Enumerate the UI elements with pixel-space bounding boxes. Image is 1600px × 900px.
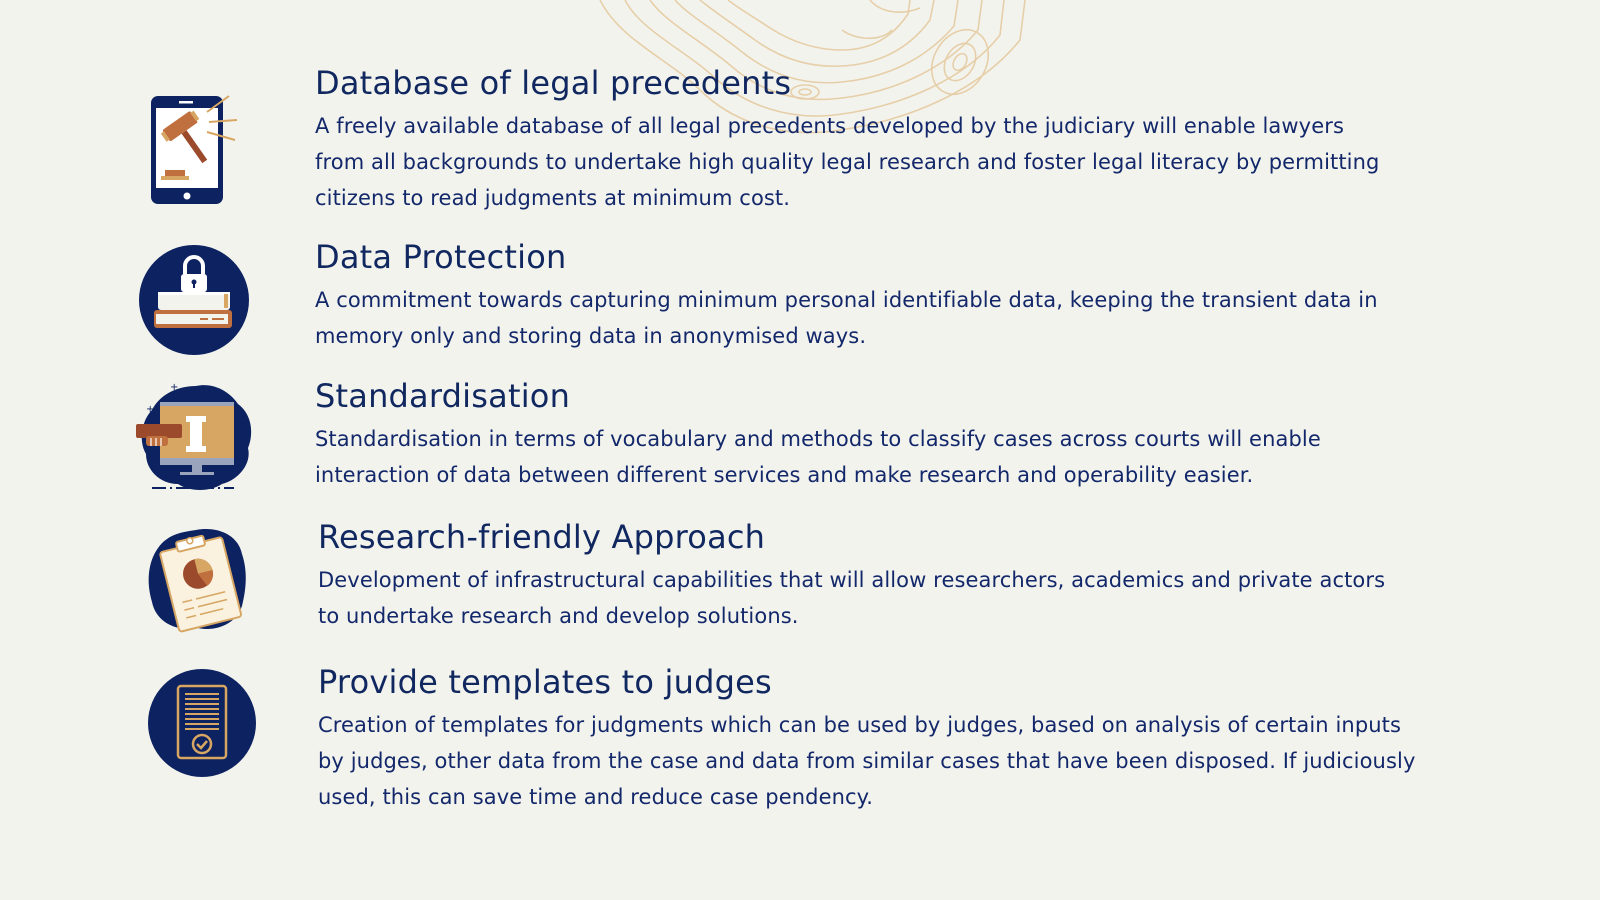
document-check-icon xyxy=(147,668,257,778)
lock-books-icon xyxy=(138,244,250,356)
item-description: A commitment towards capturing minimum personal identifiable data, keeping the transient data in memory only and storing data in anonymised ways. xyxy=(315,288,1378,348)
svg-text:+: + xyxy=(170,382,179,393)
item-description: Development of infrastructural capabilities that will allow researchers, academics and private actors to undertake research and develop solutions. xyxy=(318,568,1386,628)
item-title: Database of legal precedents xyxy=(315,64,792,102)
monitor-gavel-icon xyxy=(134,380,254,495)
item-title: Provide templates to judges xyxy=(318,663,772,701)
item-title: Data Protection xyxy=(315,238,567,276)
item-description: Standardisation in terms of vocabulary and methods to classify cases across courts will enable interaction of data between different services and make research and operability easier. xyxy=(315,427,1321,487)
item-description: Creation of templates for judgments which can be used by judges, based on analysis of certain inputs by judges, other data from the case and data from similar cases that have been disposed. If judiciously used, this can save time and reduce case pendency. xyxy=(318,713,1416,809)
item-title: Research-friendly Approach xyxy=(318,518,766,556)
clipboard-chart-icon xyxy=(146,526,250,634)
phone-gavel-icon xyxy=(145,90,245,210)
svg-text:+: + xyxy=(146,404,155,415)
item-title: Standardisation xyxy=(315,377,571,415)
item-description: A freely available database of all legal precedents developed by the judiciary will enable lawyers from all backgrounds to undertake high quality legal research and foster legal literacy by permitting citizens to read judgments at minimum cost. xyxy=(315,114,1380,210)
